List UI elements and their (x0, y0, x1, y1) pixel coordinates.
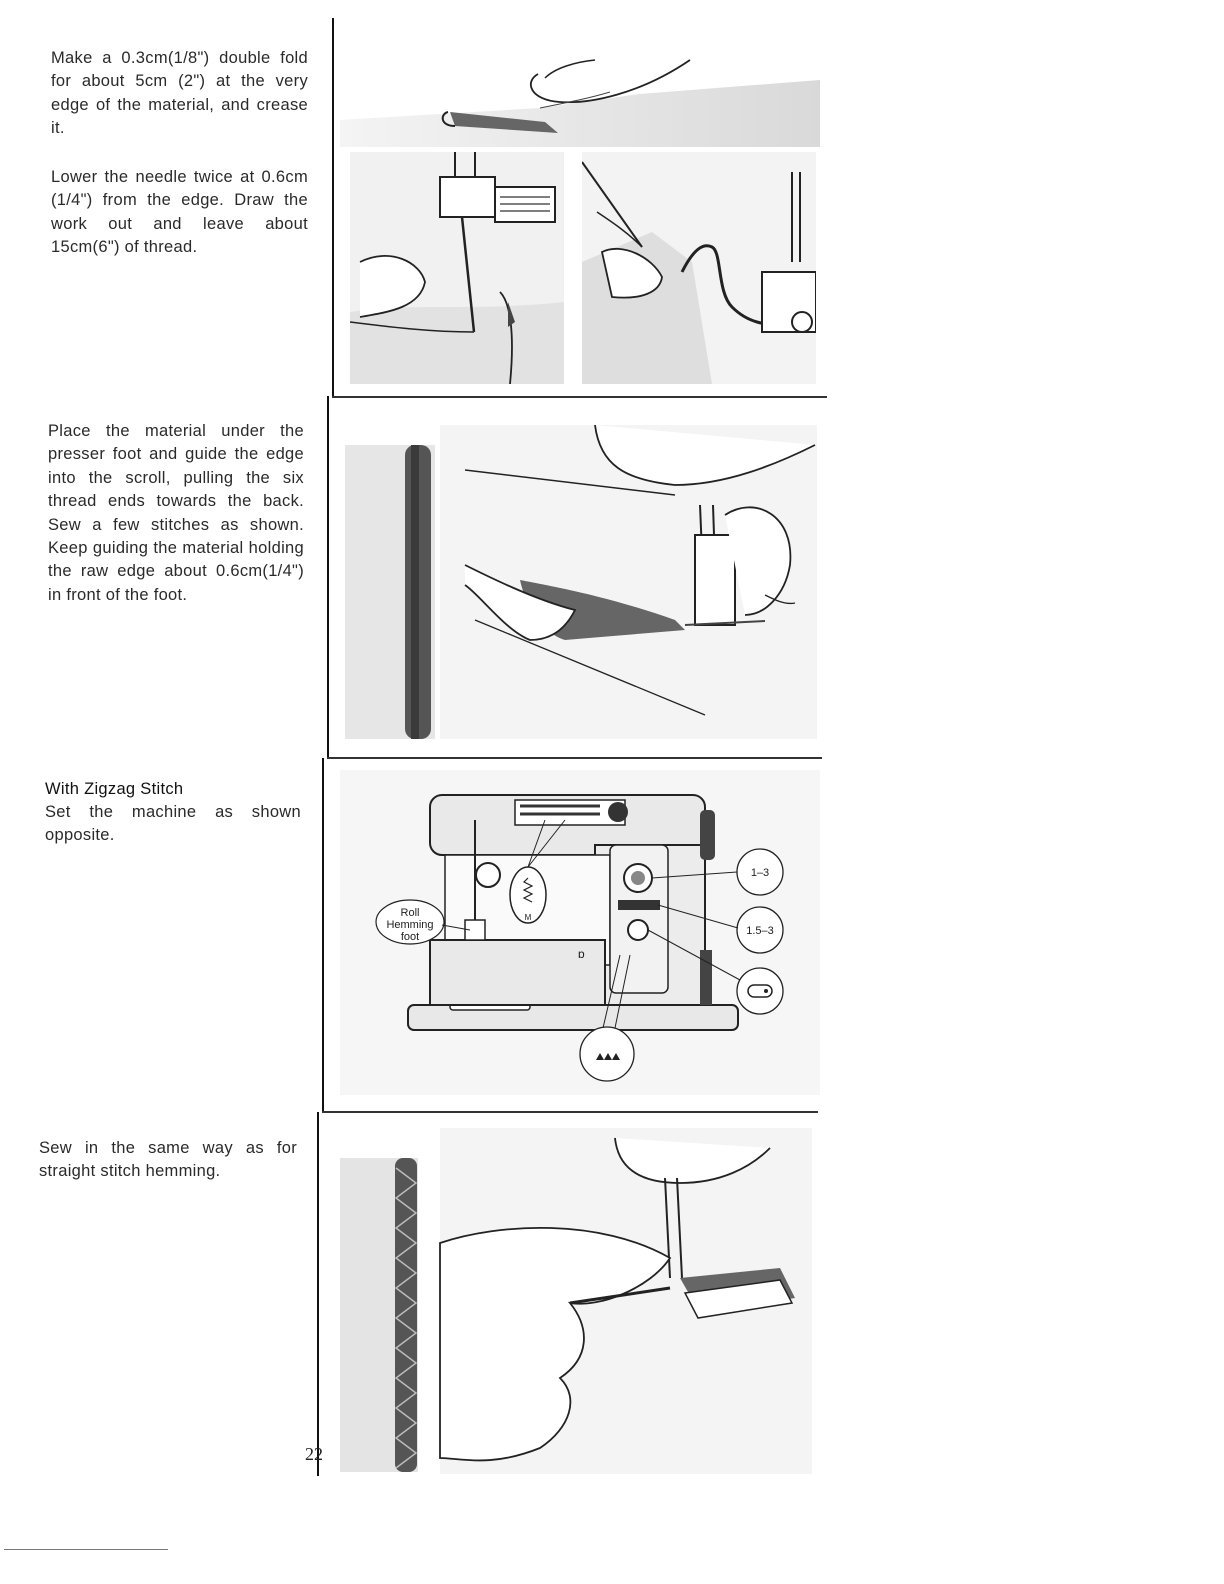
figure-zigzag-sewing (340, 1128, 812, 1474)
page-number: 22 (305, 1444, 323, 1464)
section-title-zigzag: With Zigzag Stitch (45, 780, 184, 798)
section-rule-2 (327, 757, 822, 759)
figure-draw-thread (582, 152, 816, 384)
text-set-machine: Set the machine as shown opposite. (45, 803, 301, 845)
stitch-width-label: 1.5–3 (746, 925, 774, 937)
dial-marker-label: M (524, 913, 532, 922)
bobbin-marker-label: ɒ (578, 947, 585, 961)
column-divider-mid (327, 396, 329, 758)
column-divider-top (332, 18, 334, 396)
text-place-material: Place the material under the presser foot and guide the edge into the scroll, pulling the six thread ends towards the back. Sew a few stitches as shown. Keep guiding the material holding the raw edge about 0.6cm(1/4") in front of the foot. (48, 422, 304, 604)
column-divider-lower (322, 758, 324, 1112)
section-rule-3 (322, 1111, 818, 1113)
stitch-length-label: 1–3 (750, 867, 770, 879)
foot-label-line1: Roll (400, 907, 420, 919)
foot-label-line2: Hemming (386, 919, 434, 931)
figure-fold-edge (340, 30, 820, 150)
section-rule-1 (332, 396, 827, 398)
footer-rule (4, 1549, 168, 1550)
figure-machine-settings (340, 770, 820, 1095)
figure-roll-hem-sewing (345, 425, 817, 739)
text-fold-edge: Make a 0.3cm(1/8") double fold for about 5cm (2") at the very edge of the material, and crease it. (51, 49, 308, 138)
column-divider-bottom (317, 1112, 319, 1476)
text-lower-needle: Lower the needle twice at 0.6cm (1/4") from the edge. Draw the work out and leave about 15cm(6") of thread. (51, 168, 308, 257)
figure-lower-needle (350, 152, 564, 384)
text-sew-same-way: Sew in the same way as for straight stitch hemming. (39, 1139, 297, 1181)
foot-label-line3: foot (400, 931, 420, 943)
